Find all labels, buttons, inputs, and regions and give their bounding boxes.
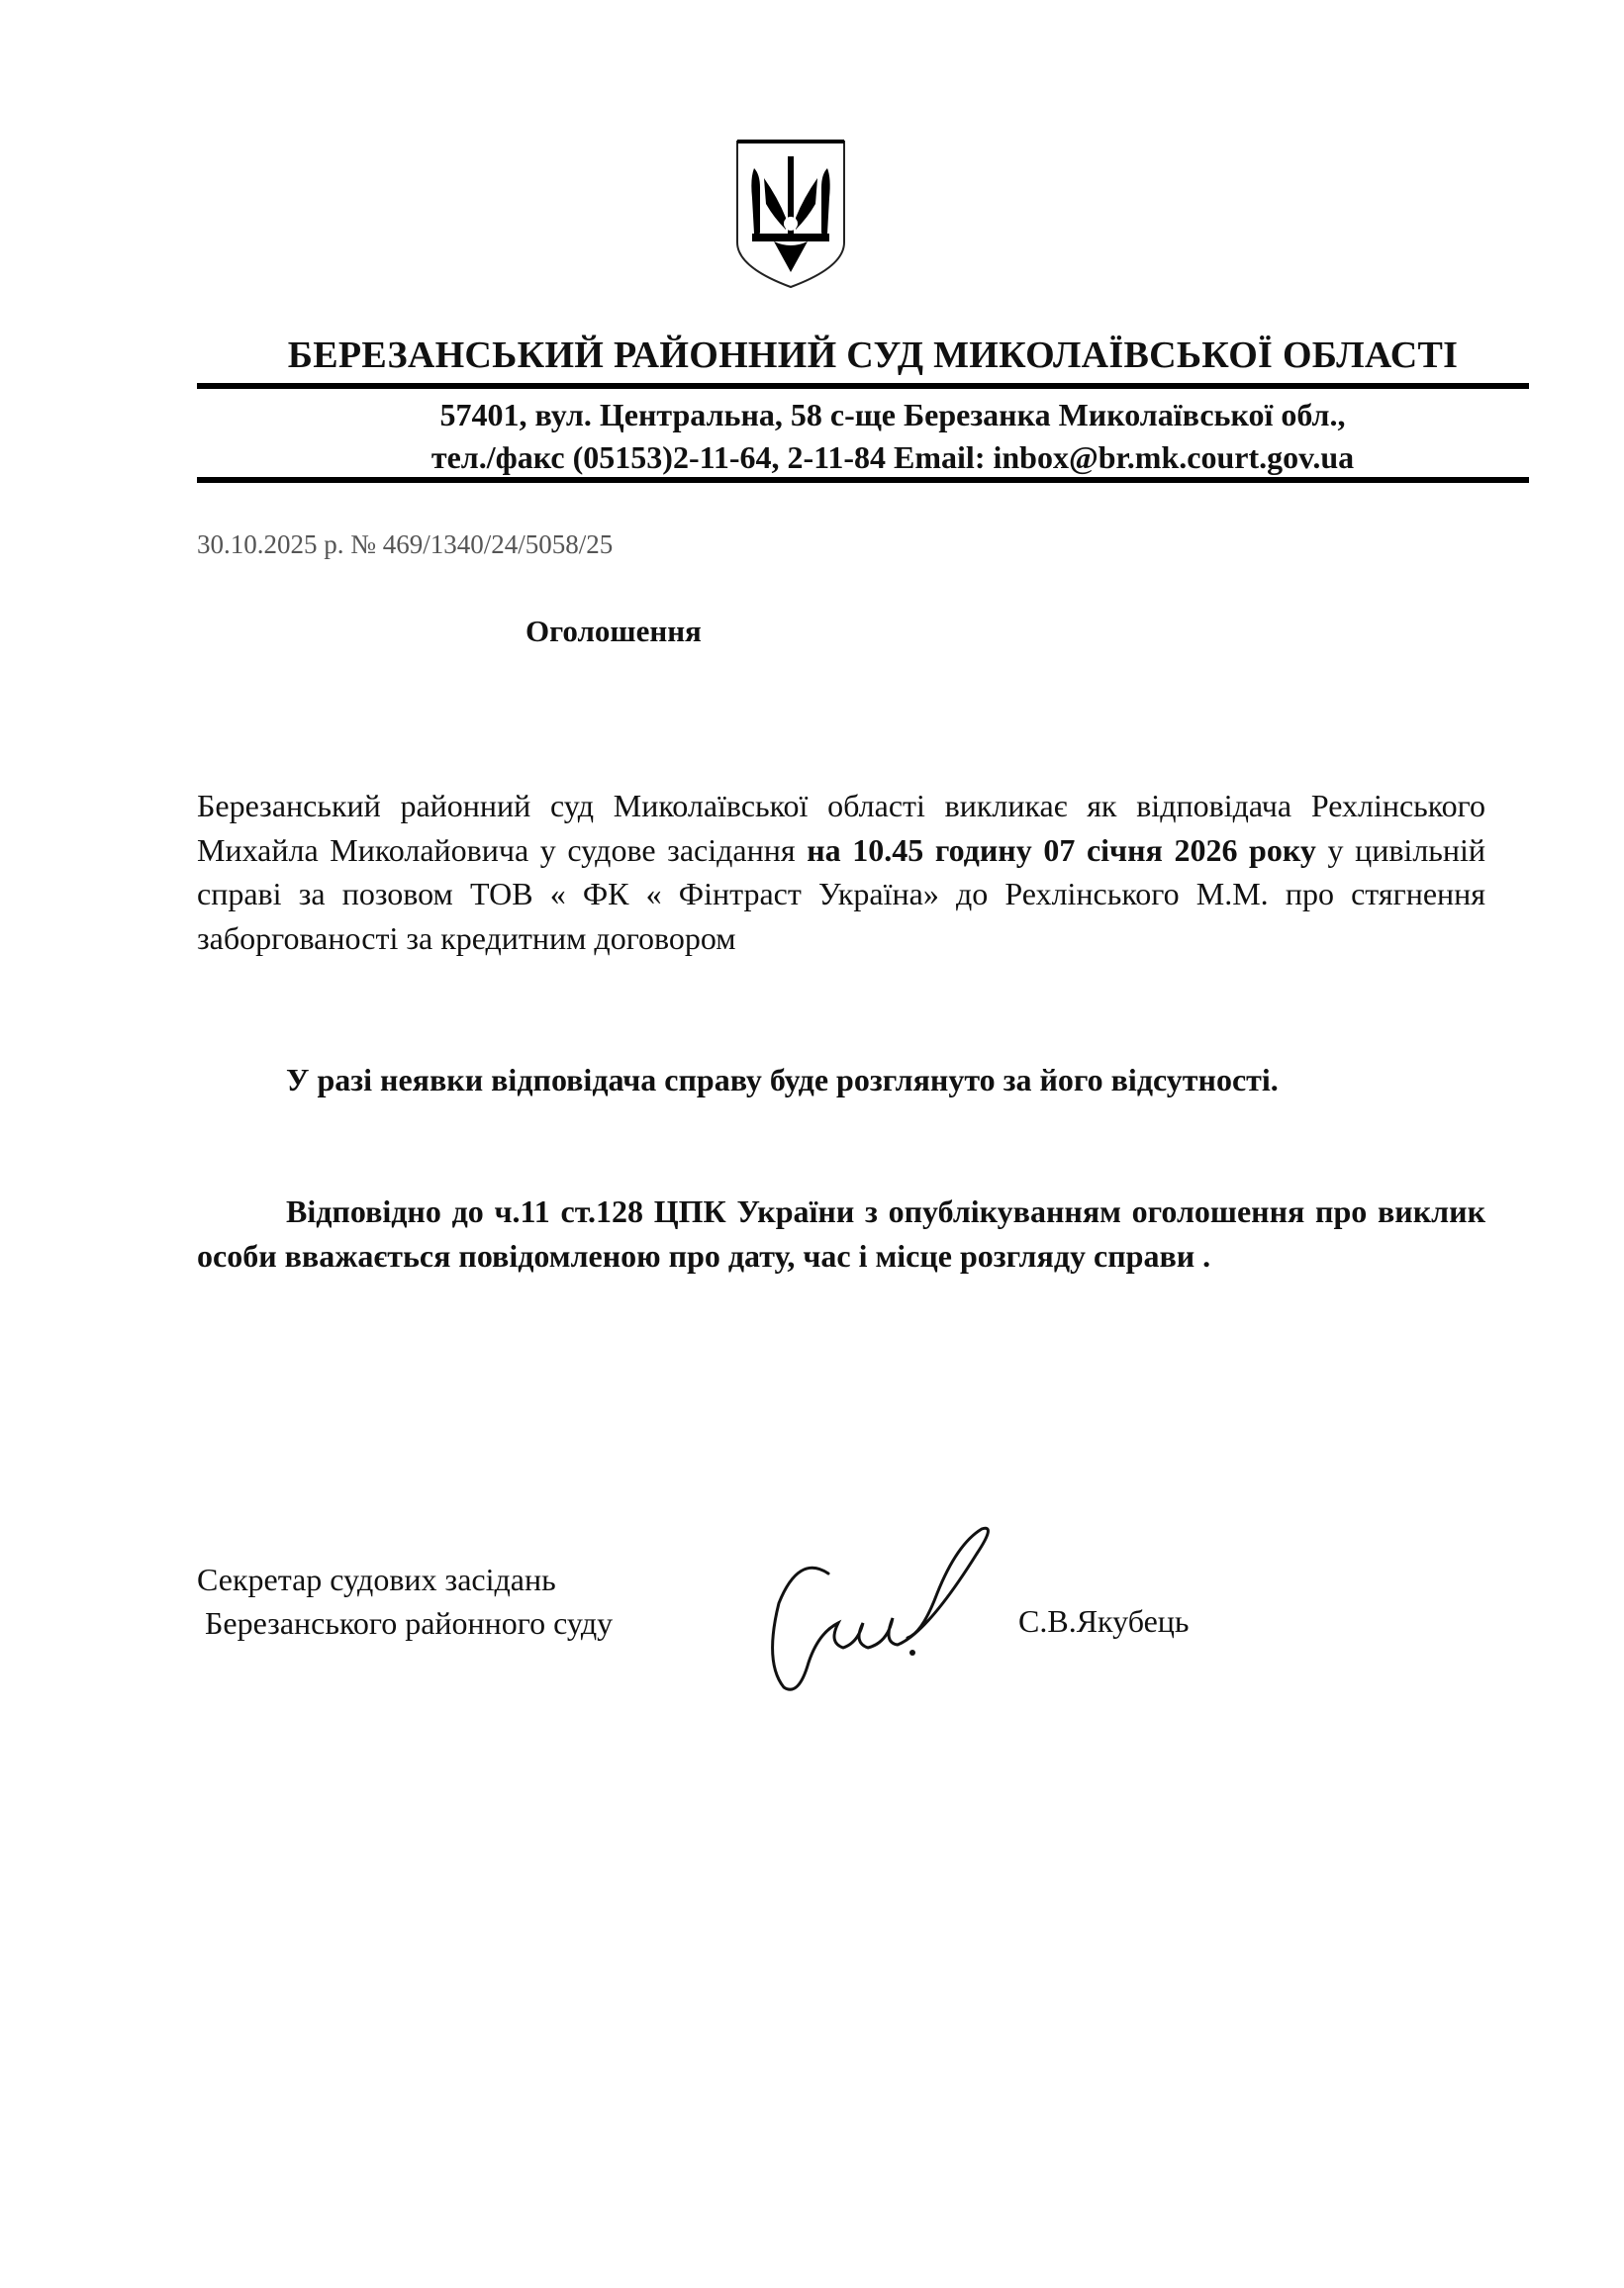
paragraph-text: У разі неявки відповідача справу буде розглянуто за його відсутності. [286, 1062, 1279, 1097]
paragraph-text: Відповідно до ч.11 ст.128 ЦПК України з опублікуванням оголошення про виклик особи вважається повідомленою про дату, час і місце розгляду справи . [197, 1193, 1485, 1274]
court-contacts: тел./факс (05153)2-11-64, 2-11-84 Email: inbox@br.mk.court.gov.ua [430, 439, 1355, 475]
date-reference: 30.10.2025 р. № 469/1340/24/5058/25 [197, 529, 614, 559]
absence-notice [197, 1058, 1485, 1102]
announcement-paragraph [197, 784, 1485, 960]
court-name: БЕРЕЗАНСЬКИЙ РАЙОННИЙ СУД МИКОЛАЇВСЬКОЇ ОБЛАСТІ [287, 334, 1459, 376]
header-divider [197, 383, 1529, 389]
position-line: Секретар судових засідань [197, 1562, 556, 1597]
hearing-datetime: на 10.45 годину 07 січня 2026 року [807, 831, 1316, 868]
legal-basis-notice [197, 1190, 1485, 1278]
position-line: Березанського районного суду [197, 1605, 614, 1641]
coat-of-arms-icon [734, 139, 847, 289]
handwritten-signature [759, 1514, 1016, 1702]
court-address: 57401, вул. Центральна, 58 с-ще Березанка Миколаївської обл., [439, 397, 1346, 432]
document-title: Оголошення [525, 614, 702, 648]
signer-position [197, 1558, 613, 1645]
paragraph-text: Березанський районний суд Миколаївської області викликає як відповідача Рехлінського Михайла Миколайовича у судове засідання [197, 788, 1485, 868]
signer-name: С.В.Якубець [1018, 1603, 1190, 1639]
paragraph-text: у цивільній справі за позовом ТОВ « ФК « Фінтраст Україна» до Рехлінського М.М. про стягнення заборгованості за кредитним договором [197, 831, 1486, 956]
header-divider [197, 477, 1529, 483]
